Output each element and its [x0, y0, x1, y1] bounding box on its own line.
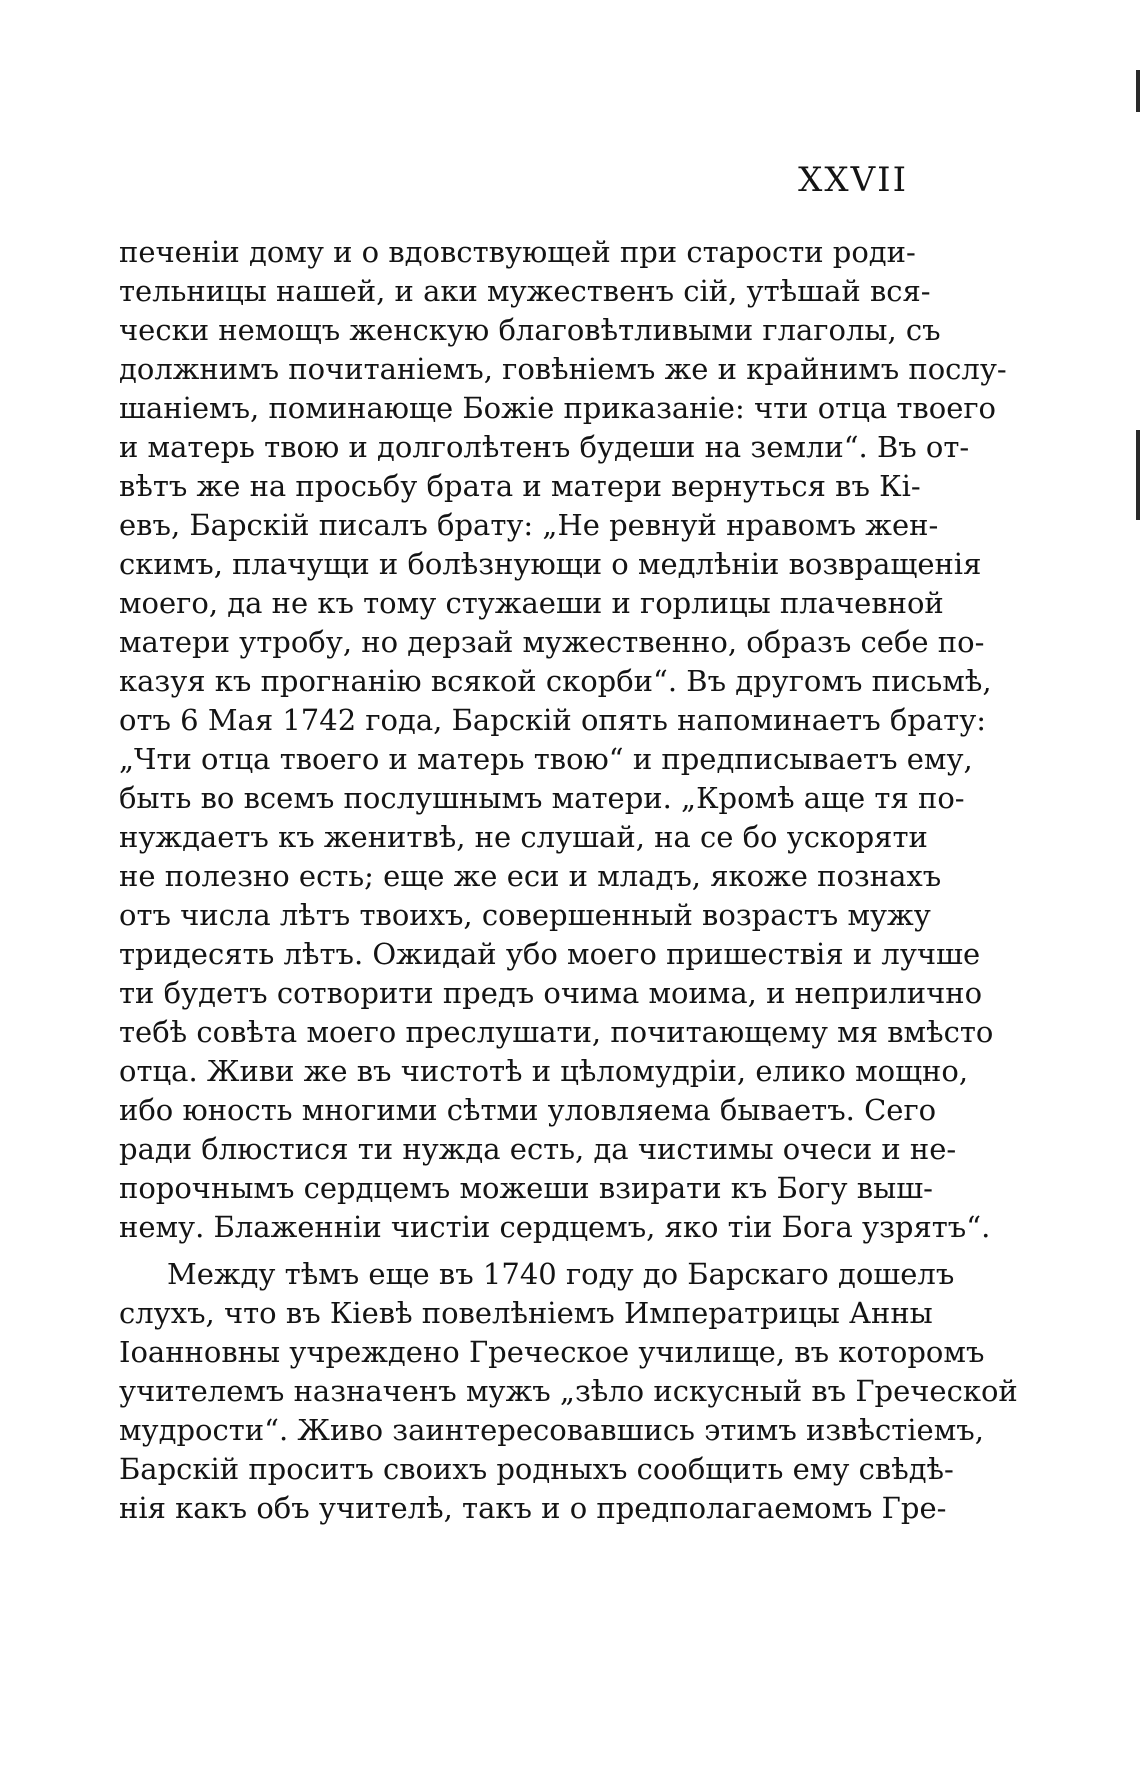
text-line: должнимъ почитанiемъ, говѣнiемъ же и крайнимъ послу-: [119, 352, 1007, 386]
text-line: тельницы нашей, и аки мужественъ сiй, утѣшай вся-: [119, 274, 931, 308]
text-line: тридесять лѣтъ. Ожидай убо моего пришествiя и лучше: [119, 937, 981, 971]
text-line: быть во всемъ послушнымъ матери. „Кромѣ аще тя по-: [119, 781, 965, 815]
text-line: отца. Живи же въ чистотѣ и цѣломудрiи, елико мощно,: [119, 1054, 969, 1088]
text-line: нуждаетъ къ женитвѣ, не слушай, на се бо ускоряти: [119, 820, 928, 854]
text-line: матери утробу, но дерзай мужественно, образъ себе по-: [119, 625, 985, 659]
text-line: отъ числа лѣтъ твоихъ, совершенный возрастъ мужу: [119, 898, 931, 932]
text-line: чески немощъ женскую благовѣтливыми глаголы, съ: [119, 313, 941, 347]
paragraph-1: [119, 233, 1007, 1247]
text-line: „Чти отца твоего и матерь твою“ и предписываетъ ему,: [119, 742, 973, 776]
text-line: не полезно есть; еще же еси и младъ, якоже познахъ: [119, 859, 942, 893]
paragraph-2: [119, 1255, 1018, 1528]
text-line: Между тѣмъ еще въ 1740 году до Барскаго дошелъ: [167, 1257, 955, 1291]
text-line: ибо юность многими сѣтми уловляема бываетъ. Сего: [119, 1093, 937, 1127]
text-line: моего, да не къ тому стужаеши и горлицы плачевной: [119, 586, 944, 620]
text-line: и матерь твою и долголѣтенъ будеши на земли“. Въ от-: [119, 430, 970, 464]
text-line: Барскiй проситъ своихъ родныхъ сообщить ему свѣдѣ-: [119, 1452, 954, 1486]
text-line: шанiемъ, поминающе Божiе приказанiе: чти отца твоего: [119, 391, 997, 425]
text-line: мудрости“. Живо заинтересовавшись этимъ извѣстiемъ,: [119, 1413, 984, 1447]
scan-edge-mark: [1136, 430, 1140, 520]
text-line: нему. Блаженнiи чистiи сердцемъ, яко тiи Бога узрятъ“.: [119, 1210, 991, 1244]
text-line: Iоанновны учреждено Греческое училище, въ которомъ: [119, 1335, 985, 1369]
text-line: евъ, Барскiй писалъ брату: „Не ревнуй нравомъ жен-: [119, 508, 939, 542]
text-line: скимъ, плачущи и болѣзнующи о медлѣнiи возвращенiя: [119, 547, 982, 581]
text-line: нiя какъ объ учителѣ, такъ и о предполагаемомъ Гре-: [119, 1491, 947, 1525]
text-line: вѣтъ же на просьбу брата и матери вернуться въ Кi-: [119, 469, 921, 503]
page-number: XXVII: [798, 160, 908, 200]
text-line: казуя къ прогнанiю всякой скорби“. Въ другомъ письмѣ,: [119, 664, 992, 698]
text-line: ради блюстися ти нужда есть, да чистимы очеси и не-: [119, 1132, 957, 1166]
body-text: [119, 233, 1018, 1528]
text-line: отъ 6 Мая 1742 года, Барскiй опять напоминаетъ брату:: [119, 703, 987, 737]
text-line: учителемъ назначенъ мужъ „зѣло искусный въ Греческой: [119, 1374, 1018, 1408]
text-line: тебѣ совѣта моего преслушати, почитающему мя вмѣсто: [119, 1015, 994, 1049]
text-line: порочнымъ сердцемъ можеши взирати къ Богу выш-: [119, 1171, 933, 1205]
text-line: ти будетъ сотворити предъ очима моима, и неприлично: [119, 976, 983, 1010]
scan-edge-mark: [1136, 70, 1140, 112]
text-line: слухъ, что въ Кiевѣ повелѣнiемъ Императрицы Анны: [119, 1296, 933, 1330]
text-line: печенiи дому и о вдовствующей при старости роди-: [119, 235, 916, 269]
